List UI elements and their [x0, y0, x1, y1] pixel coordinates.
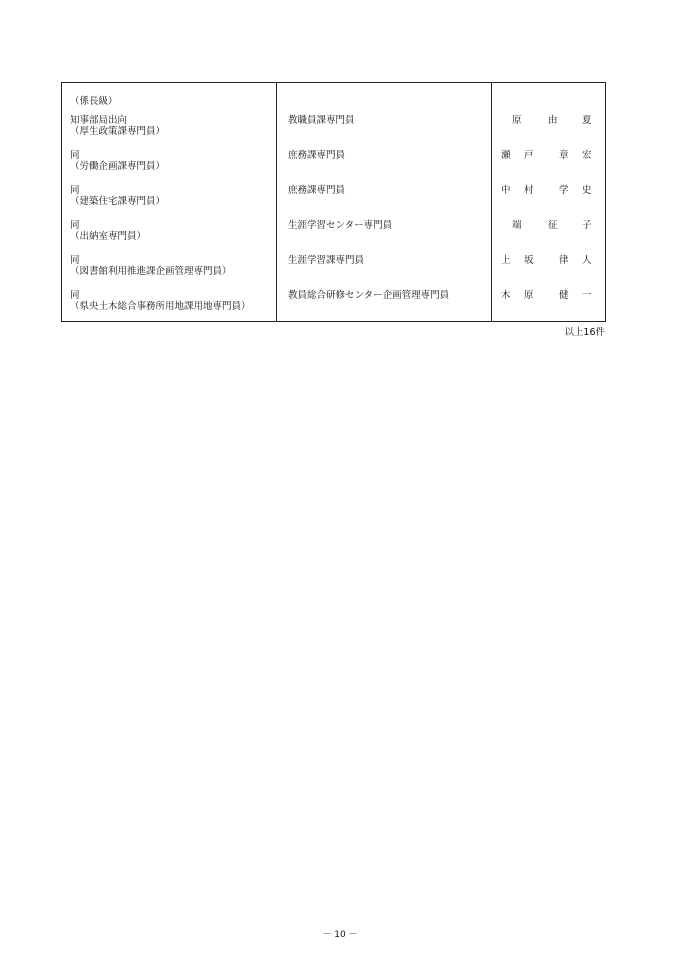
- name-char: 村: [524, 185, 534, 196]
- from-position: [70, 290, 275, 312]
- from-line2: （図書館利用推進課企画管理専門員）: [70, 266, 232, 277]
- total-count: 以上16件: [564, 327, 605, 338]
- to-position: 生涯学習課専門員: [288, 255, 365, 266]
- name-char: 由: [548, 115, 558, 126]
- from-line2: （出納室専門員）: [70, 231, 147, 242]
- from-line2: （厚生政策課専門員）: [70, 126, 166, 137]
- name-char: 一: [582, 290, 592, 301]
- to-position: 教員総合研修センター企画管理専門員: [288, 290, 450, 301]
- from-line2: （建築住宅課専門員）: [70, 196, 166, 207]
- from-line1: 同: [70, 255, 80, 266]
- name-char: 学: [559, 185, 569, 196]
- name-char: 原: [524, 290, 534, 301]
- to-position: 教職員課専門員: [288, 115, 355, 126]
- name-char: 宏: [582, 150, 592, 161]
- to-position: 庶務課専門員: [288, 185, 346, 196]
- to-position: 庶務課専門員: [288, 150, 346, 161]
- name-char: 子: [582, 220, 592, 231]
- name-char: 健: [559, 290, 569, 301]
- name-char: 征: [548, 220, 558, 231]
- table-row: [62, 290, 605, 320]
- name-char: 夏: [582, 115, 592, 126]
- name-char: 章: [559, 150, 569, 161]
- grade-label: （係長級）: [70, 96, 118, 107]
- page-number: － 10 －: [322, 930, 358, 940]
- from-line2: （県央土木総合事務所用地課用地専門員）: [70, 301, 251, 312]
- personnel-table: [61, 82, 606, 322]
- table-row: [62, 220, 605, 250]
- from-position: [70, 255, 275, 277]
- from-position: [70, 220, 275, 242]
- name-char: 坂: [524, 255, 534, 266]
- from-position: [70, 185, 275, 207]
- table-row: [62, 115, 605, 145]
- name-char: 史: [582, 185, 592, 196]
- from-position: [70, 115, 275, 137]
- name-char: 律: [559, 255, 569, 266]
- from-line1: 同: [70, 150, 80, 161]
- from-line1: 同: [70, 220, 80, 231]
- from-line2: （労働企画課専門員）: [70, 161, 166, 172]
- table-row: [62, 185, 605, 215]
- name-char: 中: [501, 185, 511, 196]
- from-line1: 同: [70, 290, 80, 301]
- from-line1: 同: [70, 185, 80, 196]
- name-char: 人: [582, 255, 592, 266]
- name-char: 端: [512, 220, 522, 231]
- name-char: 原: [512, 115, 522, 126]
- table-row: [62, 255, 605, 285]
- name-char: 瀬: [501, 150, 511, 161]
- from-line1: 知事部局出向: [70, 115, 128, 126]
- name-char: 戸: [524, 150, 534, 161]
- table-row: [62, 150, 605, 180]
- from-position: [70, 150, 275, 172]
- to-position: 生涯学習センター専門員: [288, 220, 393, 231]
- name-char: 木: [501, 290, 511, 301]
- name-char: 上: [501, 255, 511, 266]
